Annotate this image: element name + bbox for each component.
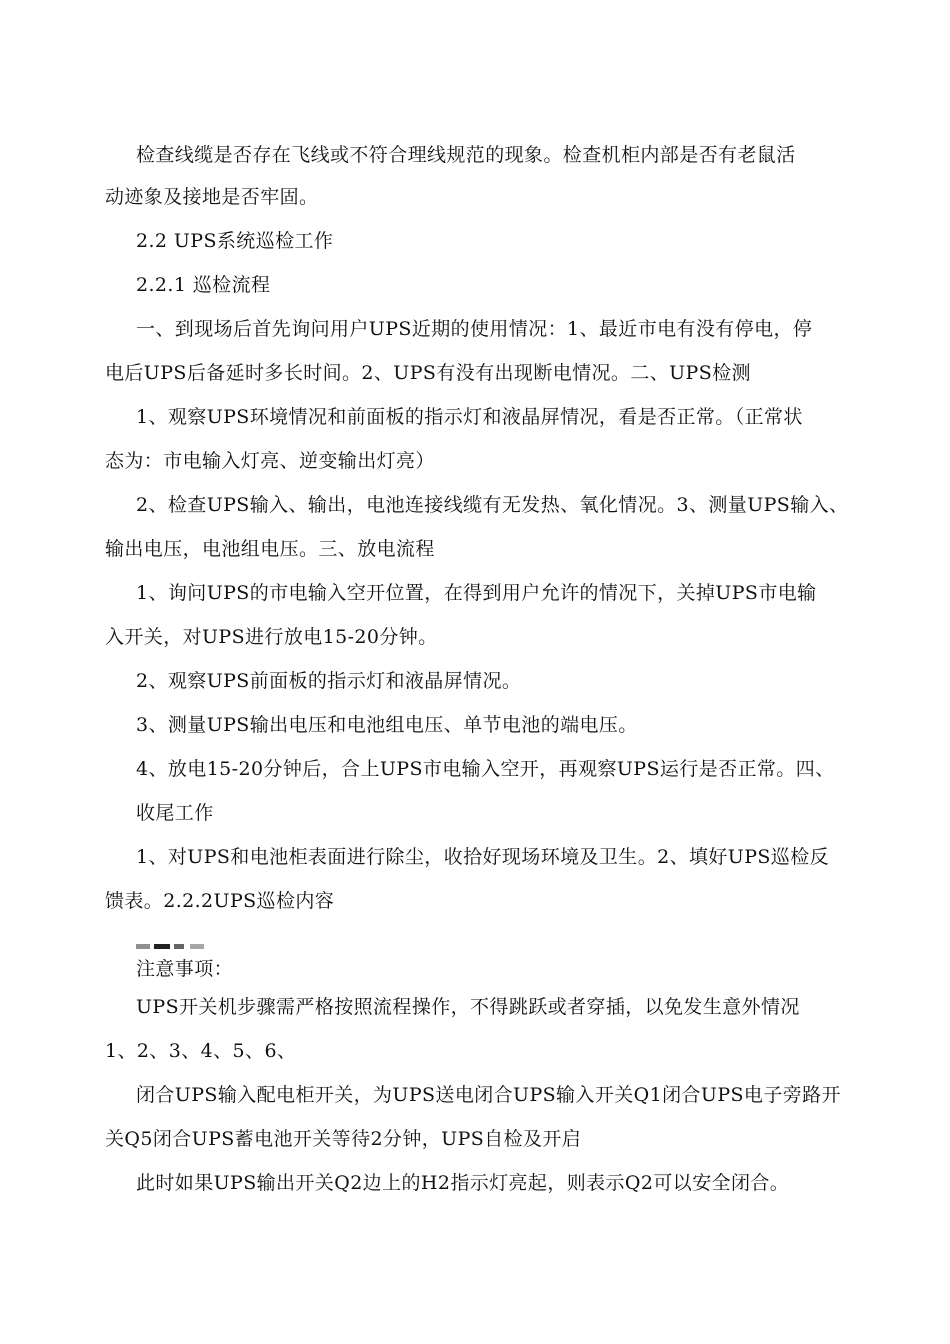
paragraph-line-14: 3、测量UPS输出电压和电池组电压、单节电池的端电压。 <box>136 714 638 736</box>
paragraph-line-1: 检查线缆是否存在飞线或不符合理线规范的现象。检查机柜内部是否有老鼠活 <box>136 144 796 166</box>
paragraph-line-11: 1、询问UPS的市电输入空开位置，在得到用户允许的情况下，关掉UPS市电输 <box>136 582 817 604</box>
paragraph-line-23: 关Q5闭合UPS蓄电池开关等待2分钟，UPS自检及开启 <box>105 1128 582 1150</box>
paragraph-line-13: 2、观察UPS前面板的指示灯和液晶屏情况。 <box>136 670 522 692</box>
step-numbers: 1、2、3、4、5、6、 <box>105 1040 297 1062</box>
scan-artifact <box>136 944 206 950</box>
paragraph-line-5: 一、到现场后首先询问用户UPS近期的使用情况：1、最近市电有没有停电，停 <box>136 318 813 340</box>
paragraph-line-15: 4、放电15-20分钟后，合上UPS市电输入空开，再观察UPS运行是否正常。四、 <box>136 758 835 780</box>
paragraph-line-2: 动迹象及接地是否牢固。 <box>105 186 319 208</box>
paragraph-line-18: 馈表。2.2.2UPS巡检内容 <box>105 890 335 912</box>
paragraph-line-6: 电后UPS后备延时多长时间。2、UPS有没有出现断电情况。二、UPS检测 <box>105 362 751 384</box>
notes-heading: 注意事项： <box>136 958 234 980</box>
paragraph-line-16: 收尾工作 <box>136 802 214 824</box>
paragraph-line-7: 1、观察UPS环境情况和前面板的指示灯和液晶屏情况，看是否正常。（正常状 <box>136 406 803 428</box>
paragraph-line-20: UPS开关机步骤需严格按照流程操作，不得跳跃或者穿插，以免发生意外情况 <box>136 996 800 1018</box>
paragraph-line-8: 态为：市电输入灯亮、逆变输出灯亮） <box>105 450 435 472</box>
paragraph-line-24: 此时如果UPS输出开关Q2边上的H2指示灯亮起，则表示Q2可以安全闭合。 <box>136 1172 790 1194</box>
paragraph-line-10: 输出电压，电池组电压。三、放电流程 <box>105 538 435 560</box>
paragraph-line-12: 入开关，对UPS进行放电15-20分钟。 <box>105 626 438 648</box>
paragraph-line-22: 闭合UPS输入配电柜开关，为UPS送电闭合UPS输入开关Q1闭合UPS电子旁路开 <box>136 1084 841 1106</box>
section-heading-2-2: 2.2 UPS系统巡检工作 <box>136 230 334 252</box>
subsection-heading-2-2-1: 2.2.1 巡检流程 <box>136 274 271 296</box>
paragraph-line-17: 1、对UPS和电池柜表面进行除尘，收拾好现场环境及卫生。2、填好UPS巡检反 <box>136 846 830 868</box>
paragraph-line-9: 2、检查UPS输入、输出，电池连接线缆有无发热、氧化情况。3、测量UPS输入、 <box>136 494 849 516</box>
